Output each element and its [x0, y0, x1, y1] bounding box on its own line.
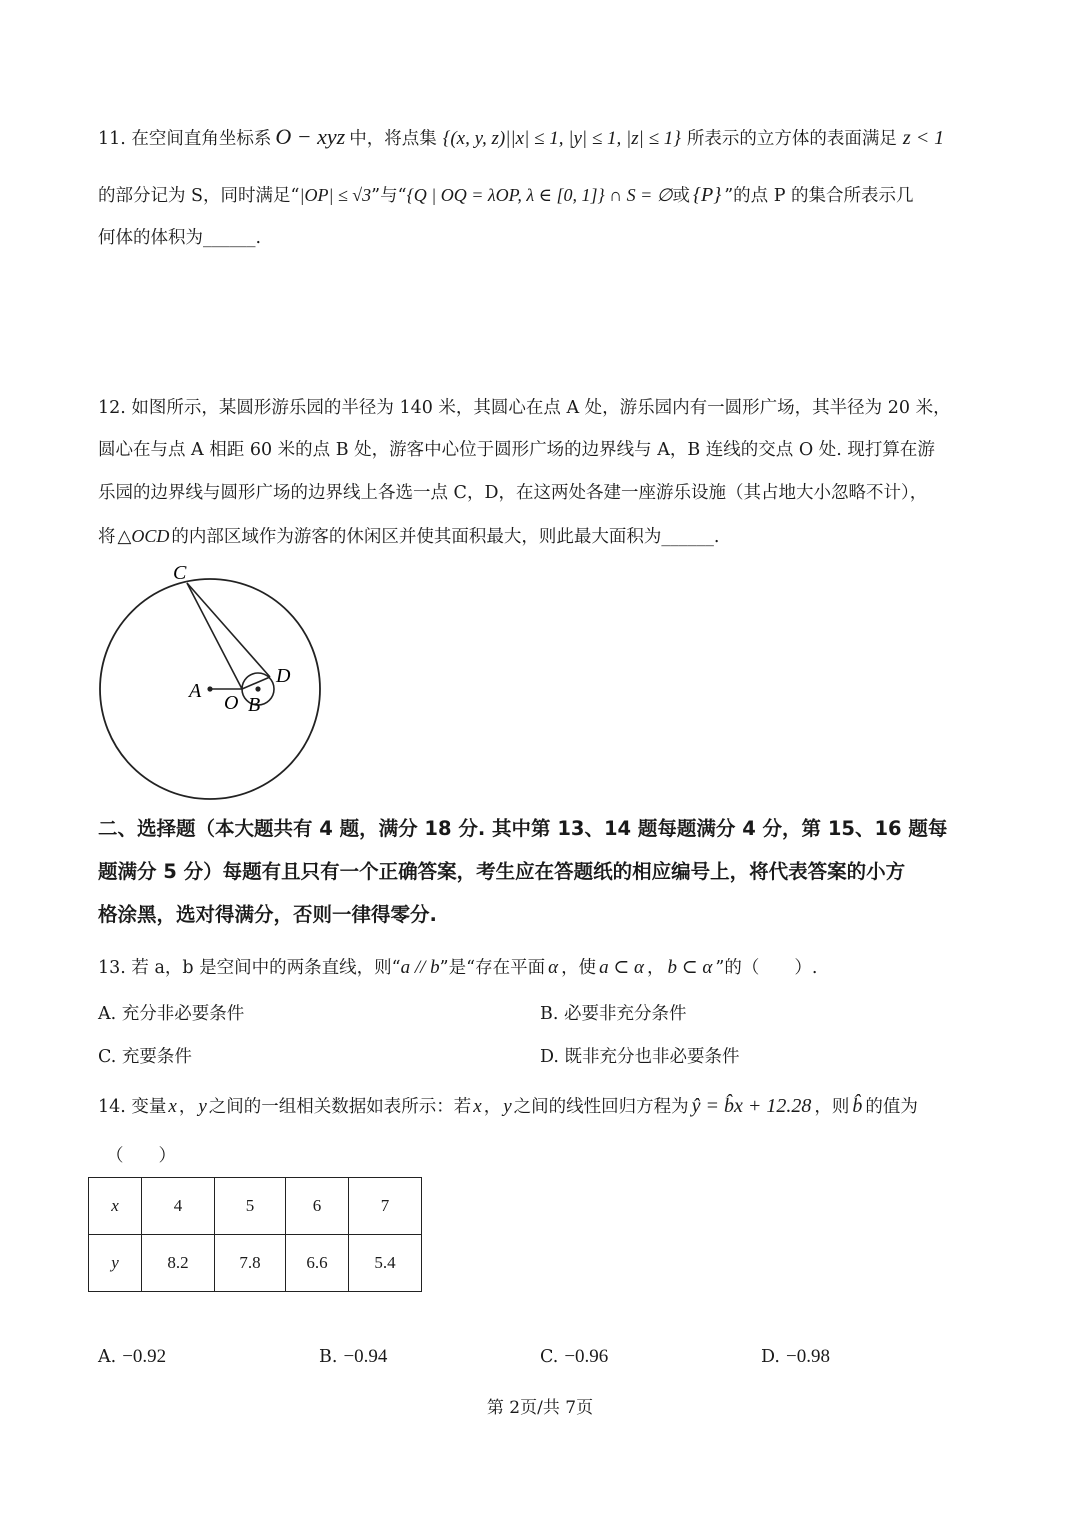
- table-cell: 5: [215, 1178, 286, 1235]
- q12-line-1: 12. 如图所示，某圆形游乐园的半径为 140 米，其圆心在点 A 处，游乐园内有一圆形广场，其半径为 20 米，: [98, 398, 951, 418]
- z-condition: z < 1: [902, 127, 945, 149]
- table-cell: 6.6: [286, 1235, 349, 1292]
- label-o: O: [224, 692, 239, 714]
- q13-parallel: a // b: [400, 957, 440, 978]
- q12-line-4: 将 △OCD 的内部区域作为游客的休闲区并使其面积最大，则此最大面积为______.: [98, 526, 720, 547]
- q14-stem: 14. 变量 x ， y 之间的一组相关数据如表所示：若 x ， y 之间的线性回归方程为 ŷ = b̂x + 12.28 ，则 b̂ 的值为: [98, 1095, 918, 1117]
- triangle-ocd: △OCD: [117, 526, 170, 546]
- q13-option-b: B. 必要非充分条件: [540, 1004, 687, 1024]
- q11-line-1: 11. 在空间直角坐标系 O − xyz 中，将点集 {(x, y, z)||x| ≤ 1, |y| ≤ 1, |z| ≤ 1} 所表示的立方体的表面满足 z < 1: [98, 124, 945, 149]
- section2-line-3: 格涂黑，选对得满分，否则一律得零分.: [98, 903, 437, 926]
- table-cell: 5.4: [349, 1235, 422, 1292]
- p-set: {P}: [692, 184, 722, 206]
- table-row-x: [89, 1178, 422, 1235]
- q14-option-d: D. −0.98: [761, 1346, 830, 1367]
- point-a: [207, 686, 212, 691]
- coordinate-system: O − xyz: [275, 124, 346, 149]
- table-cell: 6: [286, 1178, 349, 1235]
- table-cell: 7.8: [215, 1235, 286, 1292]
- table-cell: 4: [142, 1178, 215, 1235]
- q14-answer-paren: （ ）: [106, 1146, 176, 1166]
- q12-line-2: 圆心在与点 A 相距 60 米的点 B 处，游客中心位于圆形广场的边界线与 A，B 连线的交点 O 处. 现打算在游: [98, 440, 935, 460]
- q11-line-2: 的部分记为 S，同时满足“|OP| ≤ √3”与“{Q | OQ = λOP, λ ∈ [0, 1]} ∩ S = ∅或 {P} ”的点 P 的集合所表示几: [98, 184, 914, 206]
- label-c: C: [173, 562, 187, 584]
- q13-option-a: A. 充分非必要条件: [98, 1004, 245, 1024]
- q14-data-table: [88, 1177, 422, 1292]
- section2-line-2: 题满分 5 分）每题有且只有一个正确答案，考生应在答题纸的相应编号上，将代表答案的小方: [98, 860, 906, 883]
- q-set-condition: {Q | OQ = λOP, λ ∈ [0, 1]} ∩ S = ∅: [406, 185, 673, 205]
- section2-line-1: 二、选择题（本大题共有 4 题，满分 18 分. 其中第 13、14 题每题满分 4 分，第 15、16 题每: [98, 817, 948, 840]
- q14-option-b: B. −0.94: [319, 1346, 388, 1367]
- table-cell: 8.2: [142, 1235, 215, 1292]
- q12-figure: [85, 555, 345, 805]
- table-cell: 7: [349, 1178, 422, 1235]
- label-b: B: [248, 694, 261, 716]
- page-footer: 第 2页/共 7页: [486, 1398, 594, 1418]
- table-row-y: [89, 1235, 422, 1292]
- label-d: D: [276, 665, 291, 687]
- q11-line-3: 何体的体积为______.: [98, 228, 262, 248]
- table-cell: y: [89, 1235, 142, 1292]
- op-condition: |OP| ≤ √3: [299, 185, 372, 205]
- point-b: [255, 686, 260, 691]
- q14-option-c: C. −0.96: [540, 1346, 609, 1367]
- cube-point-set: {(x, y, z)||x| ≤ 1, |y| ≤ 1, |z| ≤ 1}: [442, 128, 681, 149]
- q14-option-a: A. −0.92: [98, 1346, 167, 1367]
- q13-stem: 13. 若 a，b 是空间中的两条直线，则“a // b”是“存在平面 α ，使 a ⊂ α ， b ⊂ α ”的（ ）.: [98, 957, 818, 978]
- table-cell: x: [89, 1178, 142, 1235]
- regression-equation: ŷ = b̂x + 12.28: [691, 1095, 812, 1117]
- q12-line-3: 乐园的边界线与圆形广场的边界线上各选一点 C，D，在这两处各建一座游乐设施（其占地大小忽略不计），: [98, 483, 928, 503]
- q13-option-c: C. 充要条件: [98, 1047, 192, 1067]
- label-a: A: [189, 680, 202, 702]
- q13-option-d: D. 既非充分也非必要条件: [540, 1047, 740, 1067]
